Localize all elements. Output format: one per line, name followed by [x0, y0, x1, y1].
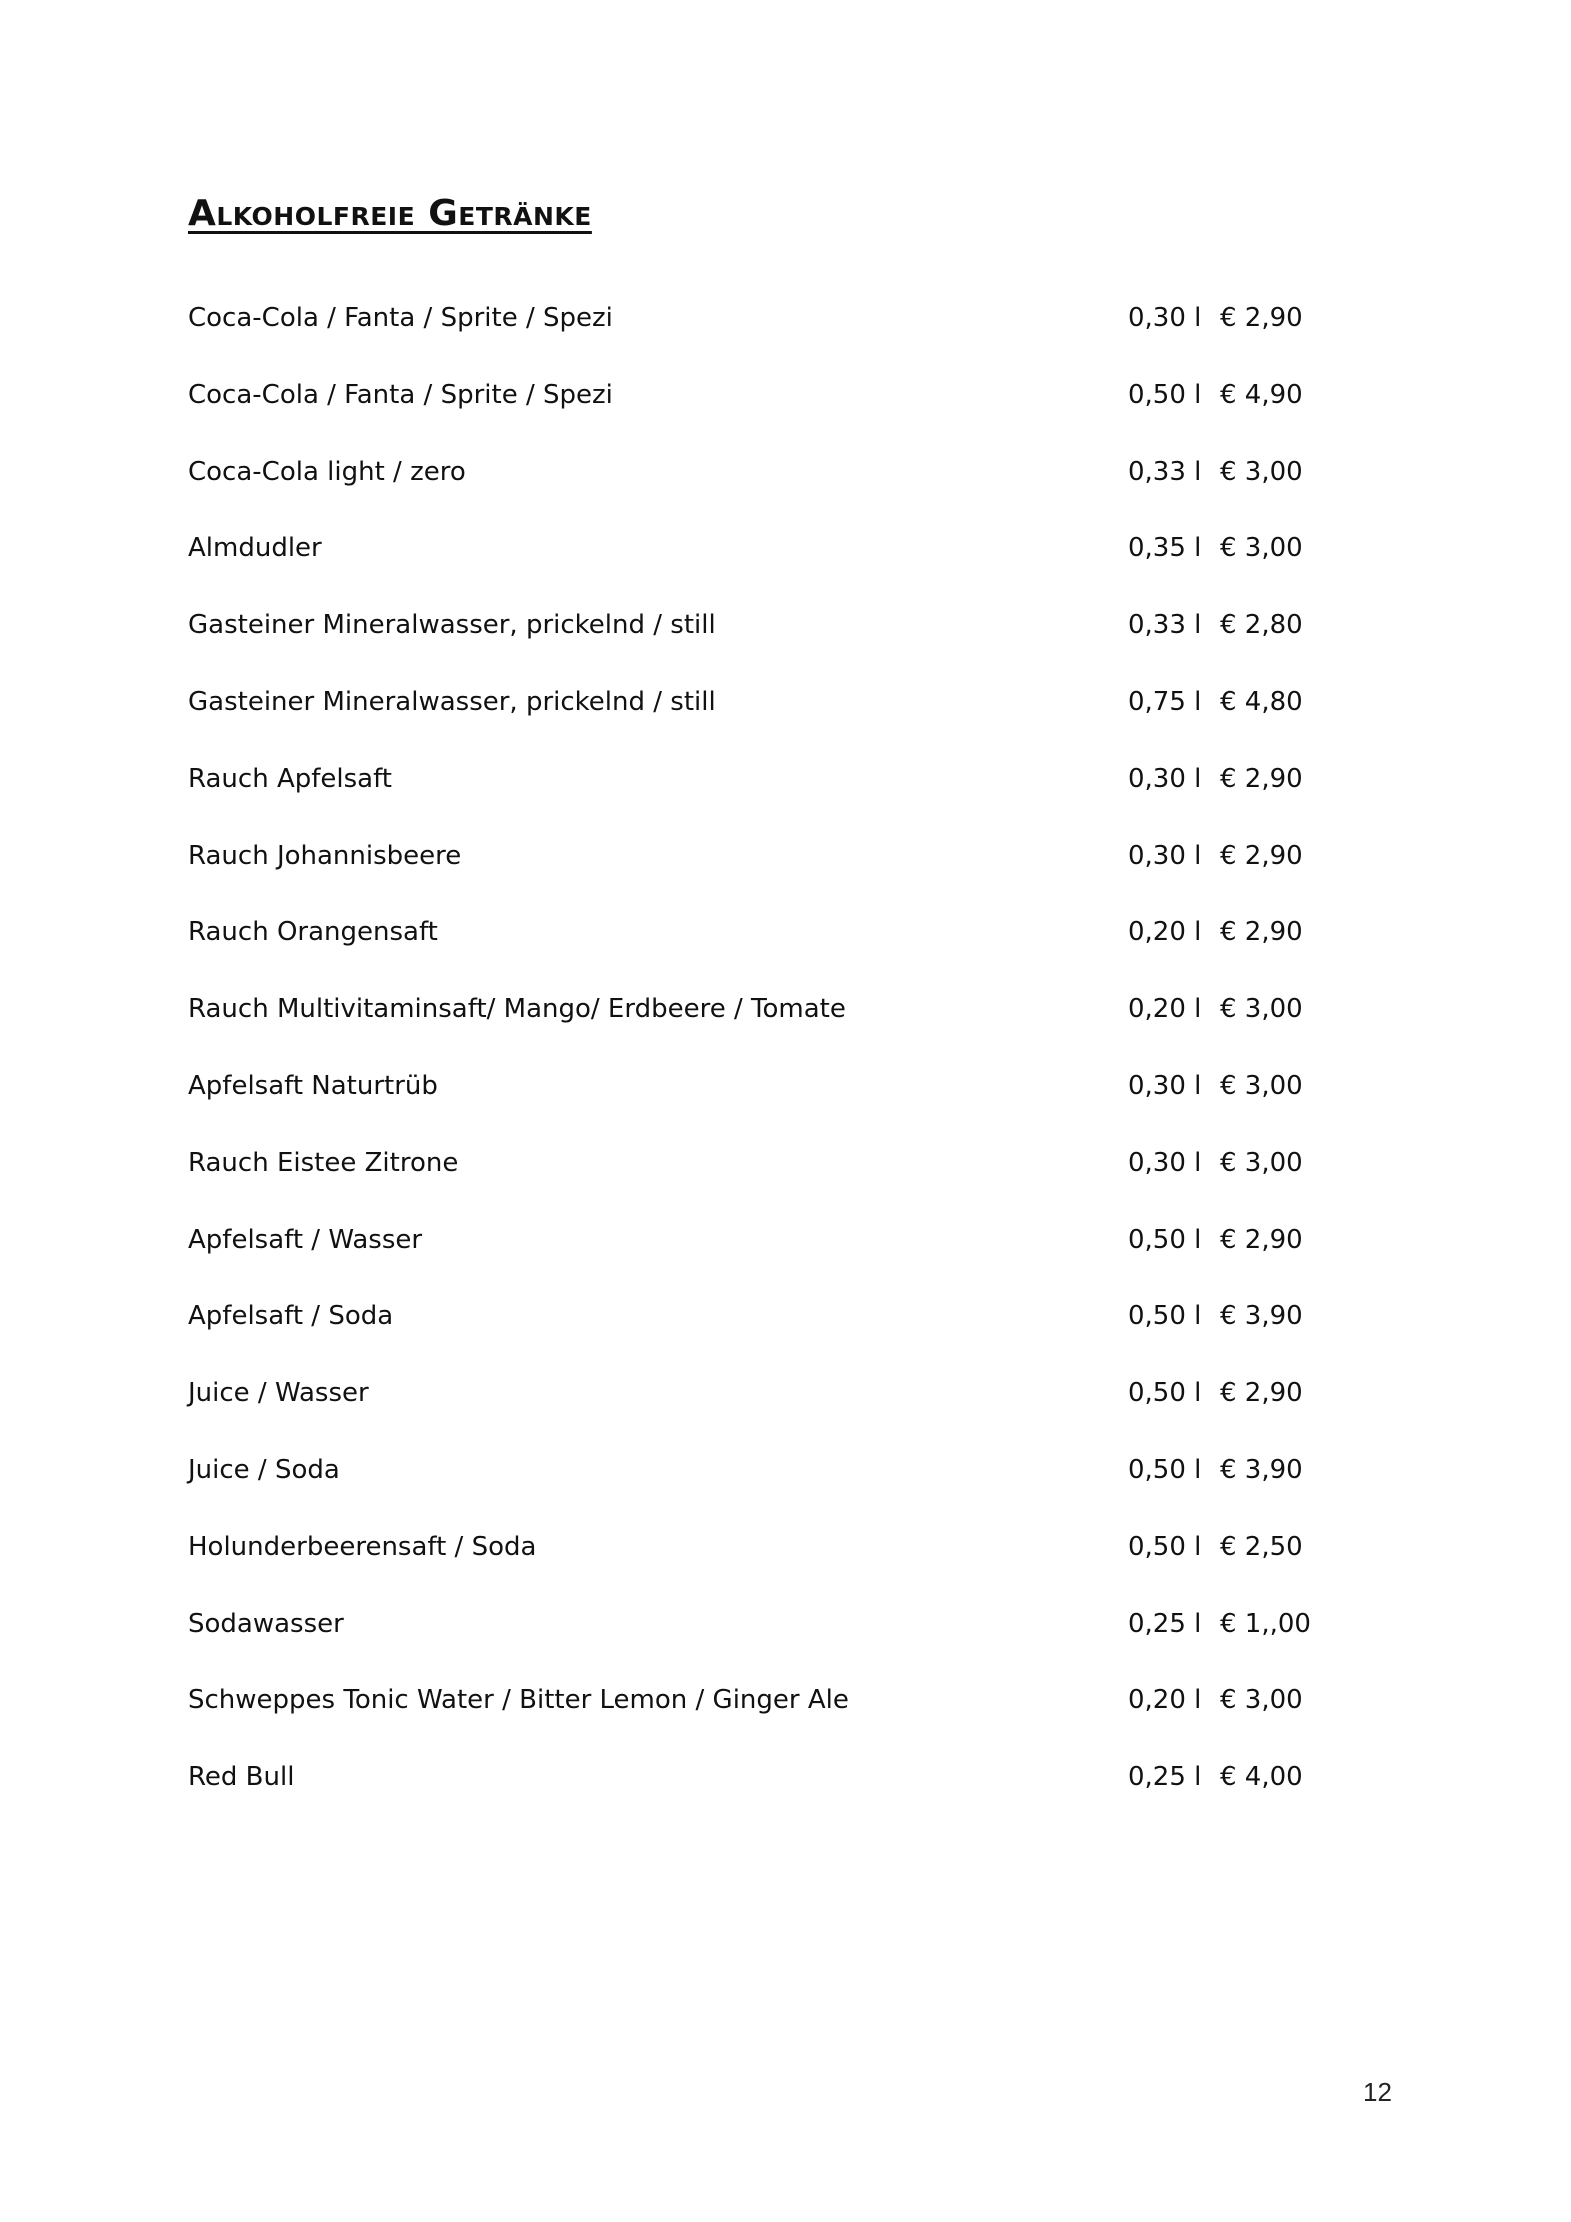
item-price: € 3,90 — [1220, 1301, 1303, 1332]
item-price: € 4,00 — [1220, 1762, 1303, 1793]
item-name: Gasteiner Mineralwasser, prickelnd / still — [188, 686, 716, 717]
item-volume: 0,50 l — [1128, 379, 1202, 410]
item-name: Gasteiner Mineralwasser, prickelnd / still — [188, 610, 716, 641]
item-volume: 0,30 l — [1128, 1147, 1202, 1178]
item-price: € 4,80 — [1220, 686, 1303, 717]
item-price: € 3,00 — [1220, 1147, 1303, 1178]
menu-row — [188, 298, 1388, 375]
menu-row — [188, 1757, 1388, 1834]
item-price: € 2,90 — [1220, 1378, 1303, 1409]
menu-row — [188, 452, 1388, 529]
item-price: € 2,80 — [1220, 610, 1303, 641]
item-volume: 0,50 l — [1128, 1454, 1202, 1485]
item-price: € 3,00 — [1220, 994, 1303, 1025]
item-name: Rauch Multivitaminsaft/ Mango/ Erdbeere / Tomate — [188, 994, 846, 1025]
menu-row — [188, 1450, 1388, 1527]
page-number: 12 — [1363, 2077, 1392, 2107]
item-volume: 0,50 l — [1128, 1224, 1202, 1255]
item-volume: 0,50 l — [1128, 1531, 1202, 1562]
menu-row — [188, 759, 1388, 836]
menu-row — [188, 1296, 1388, 1373]
menu-row — [188, 1373, 1388, 1450]
item-volume: 0,30 l — [1128, 763, 1202, 794]
item-name: Apfelsaft / Wasser — [188, 1224, 423, 1255]
item-volume: 0,25 l — [1128, 1608, 1202, 1639]
item-volume: 0,20 l — [1128, 917, 1202, 948]
item-name: Schweppes Tonic Water / Bitter Lemon / Ginger Ale — [188, 1685, 849, 1716]
item-name: Rauch Apfelsaft — [188, 763, 392, 794]
item-name: Red Bull — [188, 1762, 295, 1793]
item-price: € 3,00 — [1220, 456, 1303, 487]
item-volume: 0,30 l — [1128, 303, 1202, 333]
menu-row — [188, 1066, 1388, 1143]
menu-row — [188, 1220, 1388, 1297]
item-volume: 0,25 l — [1128, 1762, 1202, 1793]
item-name: Rauch Johannisbeere — [188, 840, 462, 871]
item-name: Apfelsaft Naturtrüb — [188, 1070, 438, 1101]
item-volume: 0,20 l — [1128, 1685, 1202, 1716]
menu-row — [188, 375, 1388, 452]
menu-row — [188, 1604, 1388, 1681]
page-title: Alkoholfreie Getränke — [188, 193, 592, 234]
item-volume: 0,50 l — [1128, 1378, 1202, 1409]
menu-row — [188, 989, 1388, 1066]
menu-row — [188, 1143, 1388, 1220]
item-price: € 2,90 — [1220, 303, 1303, 333]
menu-row — [188, 605, 1388, 682]
item-name: Rauch Eistee Zitrone — [188, 1147, 459, 1178]
menu-row — [188, 1527, 1388, 1604]
item-volume: 0,33 l — [1128, 610, 1202, 641]
item-price: € 3,00 — [1220, 1070, 1303, 1101]
item-name: Juice / Wasser — [188, 1378, 369, 1409]
menu-row — [188, 682, 1388, 759]
menu-row — [188, 1680, 1388, 1757]
menu-row — [188, 912, 1388, 989]
item-price: € 4,90 — [1220, 379, 1303, 410]
item-name: Rauch Orangensaft — [188, 917, 438, 948]
item-price: € 3,90 — [1220, 1454, 1303, 1485]
item-name: Coca-Cola light / zero — [188, 456, 466, 487]
item-name: Apfelsaft / Soda — [188, 1301, 394, 1332]
menu-row — [188, 528, 1388, 605]
item-price: € 2,90 — [1220, 917, 1303, 948]
item-name: Holunderbeerensaft / Soda — [188, 1531, 537, 1562]
item-volume: 0,30 l — [1128, 1070, 1202, 1101]
item-price: € 3,00 — [1220, 533, 1303, 564]
menu-row — [188, 836, 1388, 913]
item-name: Sodawasser — [188, 1608, 344, 1639]
item-name: Coca-Cola / Fanta / Sprite / Spezi — [188, 303, 613, 333]
item-volume: 0,50 l — [1128, 1301, 1202, 1332]
drinks-list — [188, 298, 1388, 1834]
item-name: Coca-Cola / Fanta / Sprite / Spezi — [188, 379, 613, 410]
item-price: € 2,90 — [1220, 1224, 1303, 1255]
item-volume: 0,33 l — [1128, 456, 1202, 487]
item-price: € 2,50 — [1220, 1531, 1303, 1562]
item-volume: 0,35 l — [1128, 533, 1202, 564]
item-volume: 0,75 l — [1128, 686, 1202, 717]
item-volume: 0,30 l — [1128, 840, 1202, 871]
item-volume: 0,20 l — [1128, 994, 1202, 1025]
item-name: Almdudler — [188, 533, 322, 564]
item-price: € 2,90 — [1220, 763, 1303, 794]
item-price: € 1,,00 — [1220, 1608, 1311, 1639]
item-price: € 3,00 — [1220, 1685, 1303, 1716]
item-name: Juice / Soda — [188, 1454, 340, 1485]
item-price: € 2,90 — [1220, 840, 1303, 871]
